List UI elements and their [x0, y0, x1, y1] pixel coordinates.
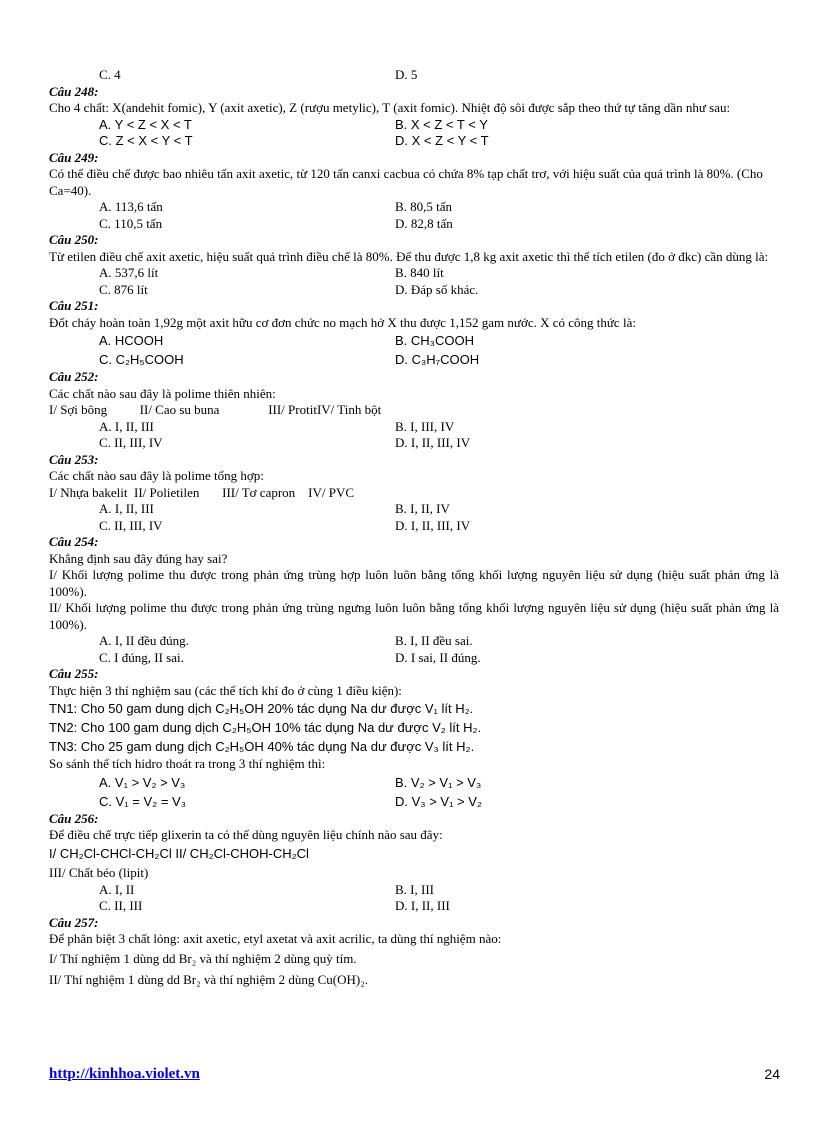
question-255 [49, 666, 779, 811]
question-253 [49, 452, 779, 535]
option-b: B. 840 lít [395, 265, 444, 280]
question-256 [49, 811, 779, 915]
experiment-1: TN1: Cho 50 gam dung dịch C₂H₅OH 20% tác dụng Na dư được V₁ lít H₂. [49, 701, 474, 716]
question-text: Có thể điều chế được bao nhiêu tấn axit axetic, từ 120 tấn canxi cacbua có chứa 8% tạp chất trơ, với hiệu suất của quá trình là 80%. (Cho Ca=40). [49, 166, 763, 198]
option-d: D. I, II, III, IV [395, 517, 471, 533]
question-items: I/ Sợi bông II/ Cao su buna III/ ProtitIV/ Tinh bột [49, 402, 382, 417]
question-text: Thực hiện 3 thí nghiệm sau (các thể tích khí đo ở cùng 1 điều kiện): [49, 682, 402, 698]
statement-i: I/ Khối lượng polime thu được trong phản ứng trùng hợp luôn luôn bằng tổng khối lượng nguyên liệu sử dụng (hiệu suất phản ứng là 100%). [49, 567, 779, 599]
question-heading: Câu 253: [49, 451, 99, 467]
question-text: Các chất nào sau đây là polime tổng hợp: [49, 468, 264, 483]
question-heading: Câu 250: [49, 232, 99, 247]
option-c: C. 876 lít [99, 281, 148, 297]
option-a: A. I, II, III [99, 418, 154, 434]
option-c: C. II, III, IV [99, 517, 163, 533]
document-body [49, 67, 779, 990]
question-heading: Câu 257: [49, 914, 99, 930]
option-d: D. I sai, II đúng. [395, 649, 481, 665]
website-link[interactable]: http://kinhhoa.violet.vn [49, 1066, 200, 1082]
material-items: I/ CH₂Cl-CHCl-CH₂Cl II/ CH₂Cl-CHOH-CH₂Cl [49, 845, 309, 861]
option-c: C. 110,5 tấn [99, 215, 163, 231]
option-a: A. Y < Z < X < T [99, 116, 192, 132]
question-heading: Câu 255: [49, 666, 99, 681]
page-number: 24 [764, 1066, 780, 1082]
option-b: B. V₂ > V₁ > V₃ [395, 774, 482, 790]
question-text: Các chất nào sau đây là polime thiên nhiên: [49, 385, 276, 401]
option-c: C. 4 [99, 67, 121, 82]
option-a: A. HCOOH [99, 333, 164, 348]
question-heading: Câu 254: [49, 534, 99, 549]
option-d: D. Đáp số khác. [395, 281, 479, 297]
option-c: C. II, III [99, 898, 143, 913]
question-254 [49, 534, 779, 666]
question-252 [49, 369, 779, 452]
question-257 [49, 915, 779, 990]
question-250 [49, 232, 779, 298]
option-c: C. V₁ = V₂ = V₃ [99, 793, 186, 809]
option-a: A. I, II [99, 881, 135, 897]
experiment-2: TN2: Cho 100 gam dung dịch C₂H₅OH 10% tác dụng Na dư được V₂ lít H₂. [49, 720, 482, 735]
question-text: Khẳng định sau đây đúng hay sai? [49, 550, 228, 566]
option-c: C. I đúng, II sai. [99, 649, 184, 665]
option-b: B. X < Z < T < Y [395, 116, 488, 132]
question-248 [49, 84, 779, 150]
method-ii: II/ Thí nghiệm 1 dùng dd Br₂ và thí nghiệm 2 dùng Cu(OH)₂. [49, 971, 368, 987]
option-d: D. X < Z < Y < T [395, 133, 489, 148]
option-b: B. 80,5 tấn [395, 199, 453, 214]
option-a: A. I, II đều đúng. [99, 633, 189, 648]
question-heading: Câu 252: [49, 369, 99, 384]
question-text: Từ etilen điều chế axit axetic, hiệu suất quá trình điều chế là 80%. Để thu được 1,8 kg axit axetic thì thể tích etilen (đo ở đkc) cần dùng là: [49, 248, 769, 264]
material-iii: III/ Chất béo (lipit) [49, 864, 149, 880]
question-items: I/ Nhựa bakelit II/ Polietilen III/ Tơ capron IV/ PVC [49, 484, 355, 500]
question-heading: Câu 251: [49, 298, 99, 313]
question-text: Cho 4 chất: X(andehit fomic), Y (axit axetic), Z (rượu metylic), T (axit fomic). Nhiệt độ sôi được sắp theo thứ tự tăng dần như sau: [49, 100, 731, 115]
method-i: I/ Thí nghiệm 1 dùng dd Br₂ và thí nghiệm 2 dùng quỳ tím. [49, 950, 357, 966]
option-b: B. I, III [395, 881, 434, 897]
question-text: Đốt cháy hoàn toàn 1,92g một axit hữu cơ đơn chức no mạch hở X thu được 1,152 gam nước. X có công thức là: [49, 314, 636, 330]
question-heading: Câu 249: [49, 149, 99, 165]
experiment-3: TN3: Cho 25 gam dung dịch C₂H₅OH 40% tác dụng Na dư được V₃ lít H₂. [49, 739, 475, 754]
question-heading: Câu 248: [49, 83, 99, 99]
question-heading: Câu 256: [49, 810, 99, 826]
option-a: A. V₁ > V₂ > V₃ [99, 774, 186, 790]
option-a: A. 113,6 tấn [99, 199, 163, 214]
option-c: C. II, III, IV [99, 435, 163, 450]
option-d: D. I, II, III, IV [395, 435, 471, 450]
question-249 [49, 150, 779, 233]
option-b: B. I, III, IV [395, 418, 455, 434]
option-c: C. Z < X < Y < T [99, 133, 193, 148]
option-b: B. CH₃COOH [395, 333, 474, 348]
option-a: A. I, II, III [99, 501, 154, 516]
option-d: D. 82,8 tấn [395, 215, 453, 231]
option-d: D. C₃H₇COOH [395, 352, 480, 367]
question-prompt: So sánh thể tích hidro thoát ra trong 3 thí nghiệm thì: [49, 756, 326, 771]
prev-question-options [49, 67, 779, 84]
page-footer [49, 1066, 780, 1083]
question-text: Để điều chế trực tiếp glixerin ta có thể dùng nguyên liệu chính nào sau đây: [49, 827, 443, 842]
option-c: C. C₂H₅COOH [99, 352, 184, 367]
question-251 [49, 298, 779, 369]
option-a: A. 537,6 lít [99, 265, 159, 280]
option-b: B. I, II, IV [395, 501, 450, 516]
option-b: B. I, II đều sai. [395, 633, 473, 648]
option-d: D. I, II, III [395, 898, 450, 913]
option-d: D. V₃ > V₁ > V₂ [395, 793, 482, 809]
question-text: Để phân biệt 3 chất lỏng: axit axetic, etyl axetat và axit acrilic, ta dùng thí nghiệm nào: [49, 931, 502, 946]
option-d: D. 5 [395, 67, 418, 82]
statement-ii: II/ Khối lượng polime thu được trong phản ứng trùng ngưng luôn luôn bằng tổng khối lượng nguyên liệu sử dụng (hiệu suất phản ứng là 100%). [49, 600, 779, 632]
